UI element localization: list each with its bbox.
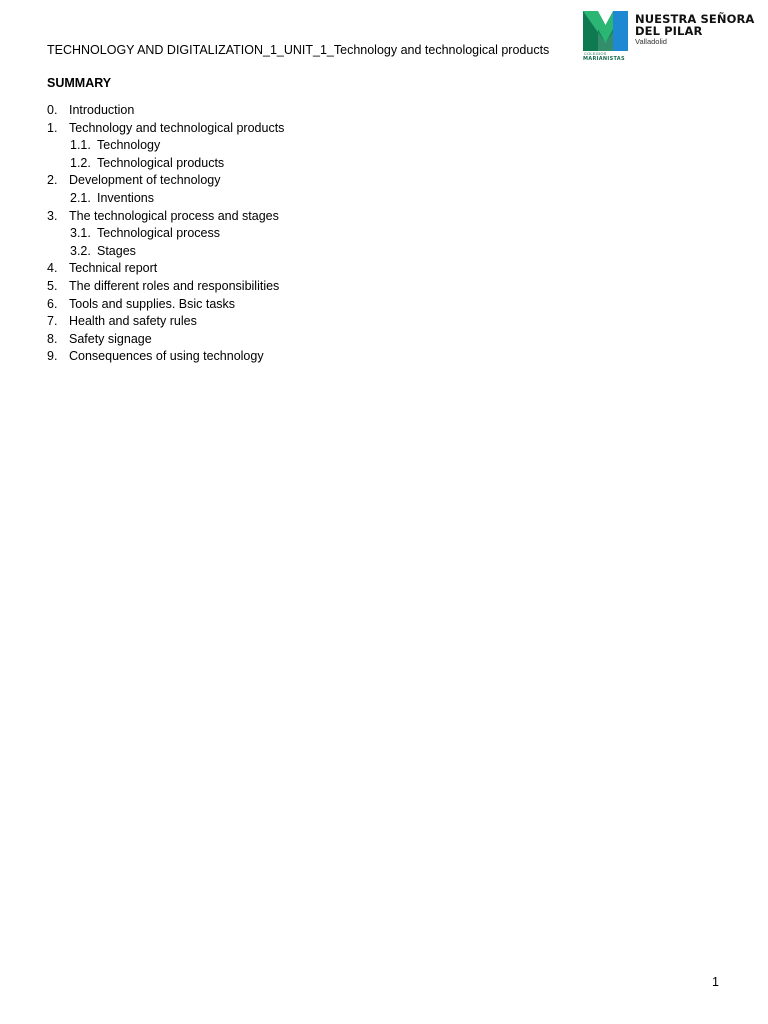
toc-item (47, 260, 547, 278)
toc-label: Health and safety rules (69, 314, 197, 329)
toc-item (47, 208, 547, 226)
summary-title: SUMMARY (47, 76, 112, 90)
toc-subitem (47, 225, 547, 243)
toc-item (47, 120, 547, 138)
toc-number: 1.1. (70, 138, 91, 153)
toc-number: 7. (47, 314, 58, 329)
toc-item (47, 278, 547, 296)
toc-number: 8. (47, 331, 58, 346)
logo-name-line1: NUESTRA SEÑORA (635, 12, 755, 26)
toc-subitem (47, 155, 547, 173)
toc-label: Introduction (69, 103, 135, 117)
toc-number: 1. (47, 120, 58, 135)
toc-number: 3. (47, 208, 58, 223)
toc-subitem (47, 190, 547, 208)
toc-item (47, 313, 547, 331)
toc-label: Safety signage (69, 331, 152, 346)
toc-number: 3.2. (70, 243, 91, 258)
toc-label: Technology and technological products (69, 120, 285, 135)
logo-subtitle-colegios: COLEGIOS (584, 51, 607, 56)
toc-subitem (47, 137, 547, 155)
toc-label: Technological products (97, 155, 225, 170)
toc-item (47, 348, 547, 366)
toc-label: Tools and supplies. Bsic tasks (69, 296, 236, 311)
document-header: TECHNOLOGY AND DIGITALIZATION_1_UNIT_1_Technology and technological products (47, 43, 550, 57)
toc-label: Technological process (97, 226, 220, 241)
toc-label: Consequences of using technology (69, 349, 264, 364)
toc-number: 2. (47, 173, 58, 188)
toc-number: 4. (47, 261, 58, 276)
toc-item (47, 102, 547, 120)
logo-city: Valladolid (635, 37, 667, 46)
toc-label: Technology (97, 138, 161, 153)
toc-number: 1.2. (70, 155, 91, 170)
toc-label: Stages (97, 243, 136, 258)
school-logo (583, 11, 753, 63)
toc-label: The different roles and responsibilities (69, 278, 280, 293)
toc-number: 5. (47, 278, 58, 293)
logo-name-line2: DEL PILAR (635, 24, 703, 38)
toc-label: The technological process and stages (69, 208, 279, 223)
toc-item (47, 296, 547, 314)
toc-label: Development of technology (69, 173, 221, 188)
toc-item (47, 331, 547, 349)
table-of-contents (47, 102, 547, 366)
toc-label: Inventions (97, 190, 154, 205)
toc-number: 3.1. (70, 226, 91, 241)
toc-number: 2.1. (70, 190, 91, 205)
toc-subitem (47, 243, 547, 261)
toc-number: 0. (47, 103, 58, 117)
toc-label: Technical report (69, 261, 158, 276)
page-number: 1 (712, 975, 719, 989)
logo-mark-icon (583, 11, 628, 63)
logo-subtitle-marianistas: MARIANISTAS (583, 56, 625, 62)
toc-number: 6. (47, 296, 58, 311)
toc-number: 9. (47, 349, 58, 364)
toc-item (47, 172, 547, 190)
logo-text (635, 13, 753, 47)
